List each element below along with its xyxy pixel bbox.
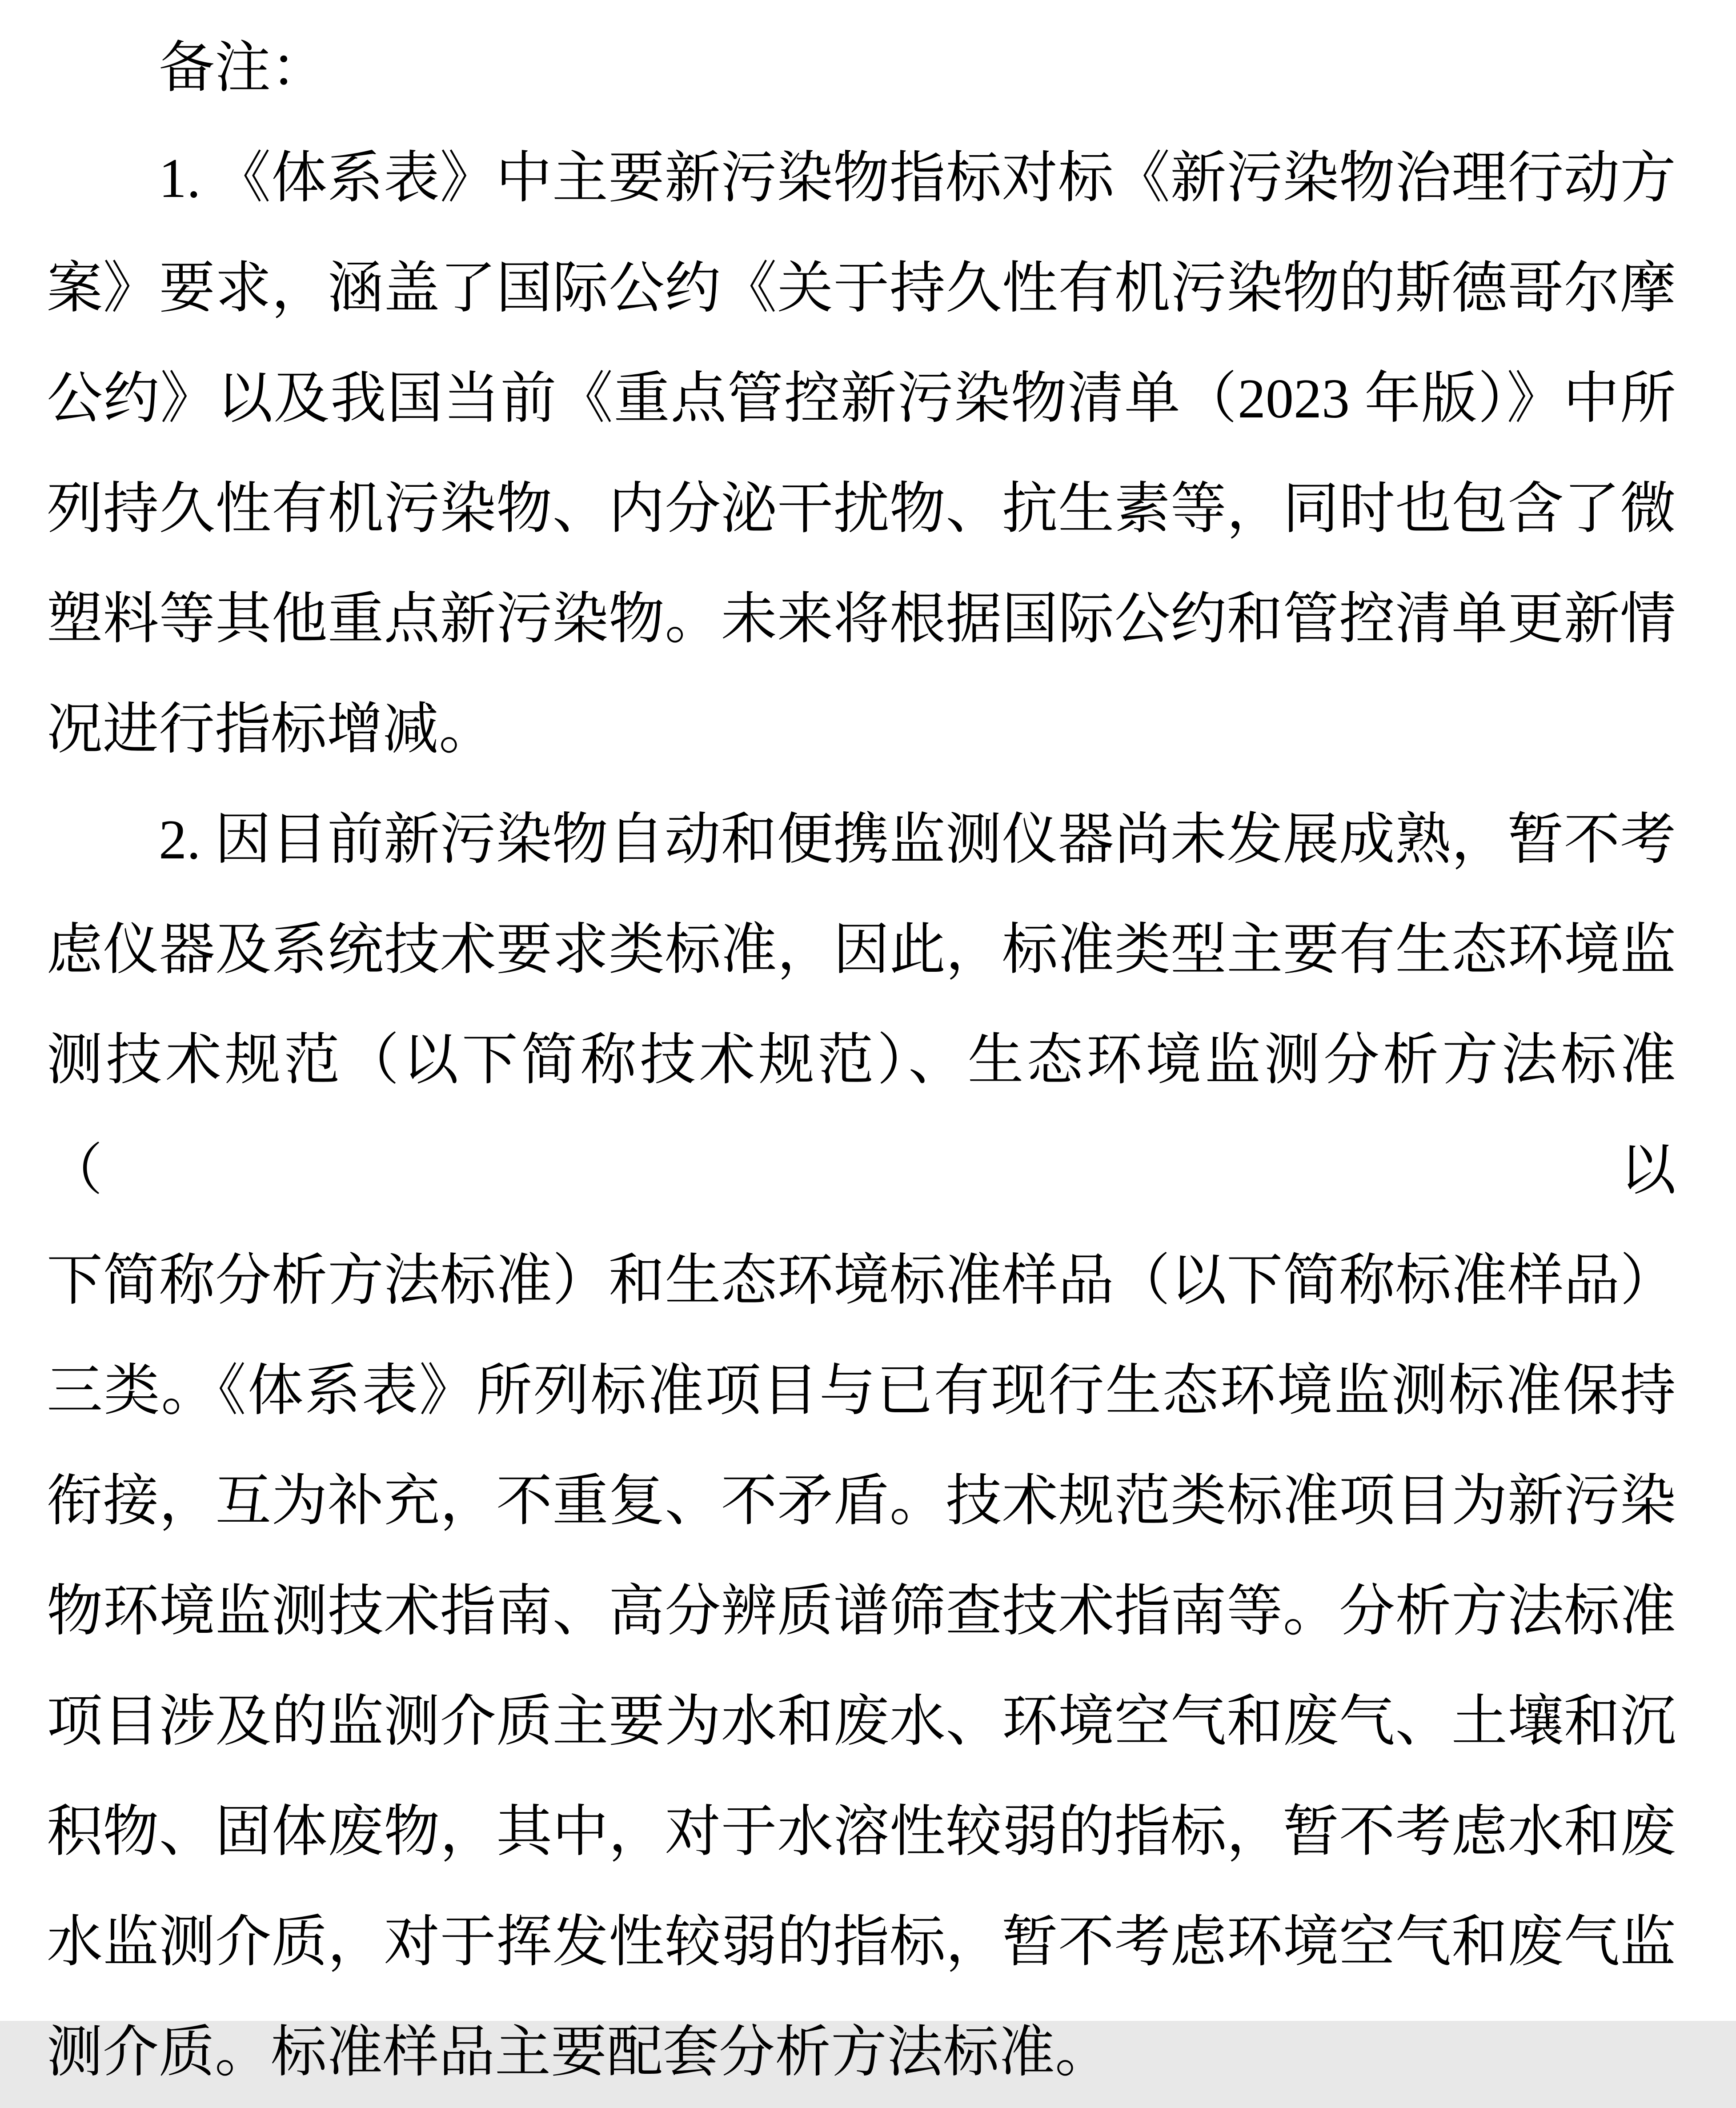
paragraph-2-line-2: 虑仪器及系统技术要求类标准，因此，标准类型主要有生态环境监 (47, 919, 1676, 981)
paragraph-2-line-11: 测介质。标准样品主要配套分析方法标准。 (47, 2022, 1111, 2084)
paragraph-2-line-9: 积物、固体废物，其中，对于水溶性较弱的指标，暂不考虑水和废 (47, 1801, 1676, 1863)
paragraph-1-line-2: 案》要求，涵盖了国际公约《关于持久性有机污染物的斯德哥尔摩 (47, 258, 1676, 320)
paragraph-2-line-4: 下简称分析方法标准）和生态环境标准样品（以下简称标准样品） (47, 1250, 1676, 1312)
paragraph-1-line-6: 况进行指标增减。 (47, 699, 495, 761)
paragraph-1-line-4: 列持久性有机污染物、内分泌干扰物、抗生素等，同时也包含了微 (47, 478, 1676, 540)
remarks-heading: 备注： (159, 37, 327, 99)
paragraph-2-line-8: 项目涉及的监测介质主要为水和废水、环境空气和废气、土壤和沉 (47, 1691, 1676, 1753)
paragraph-2-line-7: 物环境监测技术指南、高分辨质谱筛查技术指南等。分析方法标准 (47, 1581, 1676, 1643)
remarks-section (47, 13, 1676, 2108)
paragraph-2-line-1: 2. 因目前新污染物自动和便携监测仪器尚未发展成熟，暂不考 (159, 809, 1676, 871)
paragraph-1-line-5: 塑料等其他重点新污染物。未来将根据国际公约和管控清单更新情 (47, 589, 1676, 650)
paragraph-1-line-1: 1. 《体系表》中主要新污染物指标对标《新污染物治理行动方 (159, 148, 1676, 209)
paragraph-2-line-6: 衔接，互为补充，不重复、不矛盾。技术规范类标准项目为新污染 (47, 1471, 1676, 1532)
paragraph-2-line-10: 水监测介质，对于挥发性较弱的指标，暂不考虑环境空气和废气监 (47, 1912, 1676, 1973)
paragraph-2-line-3: 测技术规范（以下简称技术规范）、生态环境监测分析方法标准（以 (47, 1030, 1676, 1202)
paragraph-2-line-5: 三类。《体系表》所列标准项目与已有现行生态环境监测标准保持 (47, 1360, 1676, 1422)
paragraph-1-line-3: 公约》以及我国当前《重点管控新污染物清单（2023 年版）》中所 (47, 368, 1676, 430)
